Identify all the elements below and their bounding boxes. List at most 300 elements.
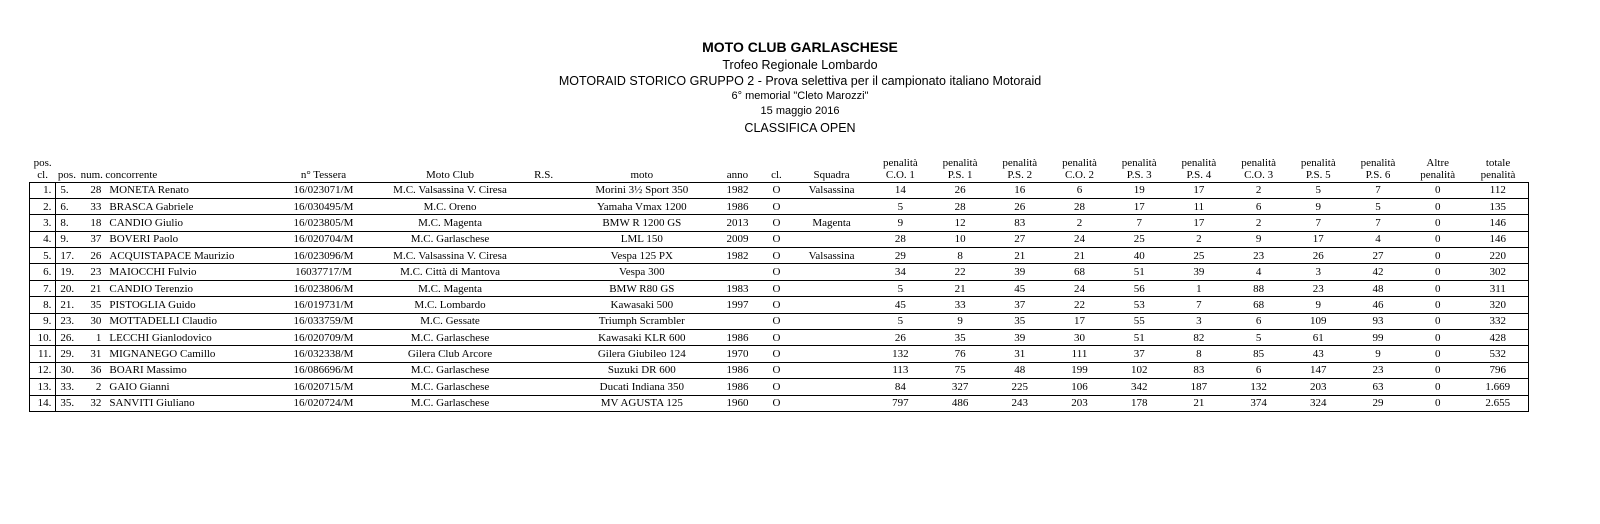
cell-rs bbox=[518, 280, 569, 296]
cell-co1: 26 bbox=[871, 330, 931, 346]
cell-squadra: Valsassina bbox=[793, 182, 871, 198]
cell-cl: O bbox=[760, 248, 792, 264]
cell-ps1: 22 bbox=[930, 264, 990, 280]
cell-pos-cl: 9. bbox=[30, 313, 56, 329]
cell-co1: 45 bbox=[871, 297, 931, 313]
cell-ps5: 147 bbox=[1288, 362, 1348, 378]
cell-ps1: 76 bbox=[930, 346, 990, 362]
cell-rs bbox=[518, 198, 569, 214]
cell-ps1: 26 bbox=[930, 182, 990, 198]
table-row bbox=[30, 362, 1529, 378]
cell-ps6: 93 bbox=[1348, 313, 1408, 329]
col-header-squadra: Squadra bbox=[813, 168, 850, 181]
cell-club: M.C. Garlaschese bbox=[382, 231, 519, 247]
cell-moto: Kawasaki KLR 600 bbox=[569, 330, 715, 346]
cell-squadra bbox=[793, 362, 871, 378]
cell-cl: O bbox=[760, 215, 792, 231]
cell-pos: 33. bbox=[56, 379, 78, 395]
cell-squadra: Valsassina bbox=[793, 248, 871, 264]
cell-co2: 22 bbox=[1050, 297, 1110, 313]
cell-moto: Suzuki DR 600 bbox=[569, 362, 715, 378]
cell-ps3: 342 bbox=[1109, 379, 1169, 395]
cell-co3: 374 bbox=[1250, 397, 1267, 410]
cell-anno: 1982 bbox=[715, 248, 761, 264]
table-row bbox=[30, 280, 1529, 296]
cell-ps4: 2 bbox=[1169, 231, 1229, 247]
cell-ps4: 83 bbox=[1169, 362, 1229, 378]
cell-club: M.C. Garlaschese bbox=[382, 330, 519, 346]
cell-squadra bbox=[793, 330, 871, 346]
cell-num: 18 bbox=[78, 215, 105, 231]
cell-altre: 0 bbox=[1408, 264, 1468, 280]
col-header-pos: pos. bbox=[57, 168, 76, 181]
cell-concorrente: LECCHI Gianlodovico bbox=[105, 330, 265, 346]
memorial-line: 6° memorial "Cleto Marozzi" bbox=[731, 90, 869, 102]
cell-club: M.C. Garlaschese bbox=[410, 397, 490, 410]
cell-ps1: 12 bbox=[930, 215, 990, 231]
cell-moto: BMW R 1200 GS bbox=[569, 215, 715, 231]
cell-club: M.C. Oreno bbox=[382, 198, 519, 214]
cell-rs bbox=[518, 248, 569, 264]
cell-altre: 0 bbox=[1408, 198, 1468, 214]
cell-ps6: 23 bbox=[1348, 362, 1408, 378]
cell-co3: 6 bbox=[1229, 313, 1289, 329]
cell-rs bbox=[518, 231, 569, 247]
cell-co2: 30 bbox=[1050, 330, 1110, 346]
cell-ps5: 203 bbox=[1288, 379, 1348, 395]
cell-rs bbox=[518, 297, 569, 313]
cell-co1: 113 bbox=[871, 362, 931, 378]
cell-ps6: 5 bbox=[1348, 198, 1408, 214]
cell-ps2: 225 bbox=[990, 379, 1050, 395]
cell-ps2: 83 bbox=[990, 215, 1050, 231]
col-header-ps2: penalità P.S. 2 bbox=[1002, 156, 1038, 181]
cell-ps2: 26 bbox=[990, 198, 1050, 214]
cell-pos: 5. bbox=[56, 182, 78, 198]
cell-totale: 146 bbox=[1468, 231, 1529, 247]
cell-cl: O bbox=[760, 379, 792, 395]
cell-ps6: 7 bbox=[1348, 182, 1408, 198]
cell-co1: 797 bbox=[892, 397, 909, 410]
cell-co2: 17 bbox=[1050, 313, 1110, 329]
col-header-club: Moto Club bbox=[426, 168, 475, 181]
cell-ps1: 35 bbox=[930, 330, 990, 346]
cell-pos: 29. bbox=[56, 346, 78, 362]
cell-co2: 6 bbox=[1050, 182, 1110, 198]
cell-ps1: 486 bbox=[951, 397, 969, 410]
document-header bbox=[0, 38, 1600, 137]
cell-totale: 796 bbox=[1468, 362, 1529, 378]
cell-cl: O bbox=[760, 297, 792, 313]
cell-co2: 24 bbox=[1050, 280, 1110, 296]
cell-co3: 23 bbox=[1229, 248, 1289, 264]
cell-co1: 34 bbox=[871, 264, 931, 280]
cell-rs bbox=[518, 313, 569, 329]
cell-pos-cl: 1. bbox=[30, 182, 56, 198]
cell-rs bbox=[518, 264, 569, 280]
cell-concorrente: ACQUISTAPACE Maurizio bbox=[105, 248, 265, 264]
cell-concorrente: CANDIO Terenzio bbox=[105, 280, 265, 296]
cell-pos: 19. bbox=[56, 264, 78, 280]
cell-ps2: 16 bbox=[990, 182, 1050, 198]
table-row bbox=[30, 297, 1529, 313]
cell-ps5: 9 bbox=[1288, 198, 1348, 214]
col-header-tessera: n° Tessera bbox=[300, 168, 347, 181]
cell-ps5: 5 bbox=[1288, 182, 1348, 198]
cell-concorrente: MONETA Renato bbox=[105, 182, 265, 198]
cell-cl: O bbox=[760, 231, 792, 247]
cell-ps3: 37 bbox=[1109, 346, 1169, 362]
cell-co1: 132 bbox=[871, 346, 931, 362]
cell-tessera: 16/023805/M bbox=[265, 215, 381, 231]
cell-concorrente: MAIOCCHI Fulvio bbox=[105, 264, 265, 280]
col-header-moto: moto bbox=[630, 168, 654, 181]
cell-moto: BMW R80 GS bbox=[569, 280, 715, 296]
cell-co3: 68 bbox=[1229, 297, 1289, 313]
cell-tessera: 16/023096/M bbox=[265, 248, 381, 264]
cell-cl: O bbox=[760, 198, 792, 214]
cell-num: 35 bbox=[78, 297, 105, 313]
cell-concorrente: CANDIO Giulio bbox=[105, 215, 265, 231]
col-header-rs: R.S. bbox=[534, 168, 554, 181]
event-title: MOTORAID STORICO GRUPPO 2 - Prova selettiva per il campionato italiano Motoraid bbox=[558, 74, 1042, 88]
cell-anno: 1986 bbox=[715, 362, 761, 378]
cell-ps2: 39 bbox=[990, 264, 1050, 280]
cell-co2: 28 bbox=[1050, 198, 1110, 214]
cell-ps4: 8 bbox=[1169, 346, 1229, 362]
cell-moto: Vespa 300 bbox=[569, 264, 715, 280]
table-row bbox=[30, 346, 1529, 362]
cell-co1: 5 bbox=[871, 280, 931, 296]
cell-pos-cl: 2. bbox=[30, 198, 56, 214]
cell-ps3: 19 bbox=[1109, 182, 1169, 198]
cell-concorrente: BOARI Massimo bbox=[105, 362, 265, 378]
table-row bbox=[30, 330, 1529, 346]
cell-pos-cl: 11. bbox=[30, 346, 56, 362]
cell-rs bbox=[518, 346, 569, 362]
results-table bbox=[29, 153, 1529, 412]
cell-anno: 1986 bbox=[715, 330, 761, 346]
cell-co2: 21 bbox=[1050, 248, 1110, 264]
cell-altre: 0 bbox=[1408, 297, 1468, 313]
cell-moto: Vespa 125 PX bbox=[569, 248, 715, 264]
cell-squadra bbox=[793, 395, 871, 411]
table-row bbox=[30, 231, 1529, 247]
col-header-altre: Altre penalità bbox=[1420, 156, 1456, 181]
cell-co2: 111 bbox=[1050, 346, 1110, 362]
cell-pos: 30. bbox=[56, 362, 78, 378]
cell-ps4: 187 bbox=[1169, 379, 1229, 395]
cell-moto: Triumph Scrambler bbox=[569, 313, 715, 329]
cell-cl: O bbox=[760, 330, 792, 346]
cell-altre: 0 bbox=[1408, 379, 1468, 395]
cell-moto: LML 150 bbox=[569, 231, 715, 247]
cell-pos: 17. bbox=[56, 248, 78, 264]
cell-co2: 203 bbox=[1071, 397, 1088, 410]
cell-ps5: 26 bbox=[1288, 248, 1348, 264]
col-header-ps5: penalità P.S. 5 bbox=[1300, 156, 1336, 181]
col-header-co3: penalità C.O. 3 bbox=[1241, 156, 1277, 181]
cell-altre: 0 bbox=[1408, 362, 1468, 378]
cell-moto: Ducati Indiana 350 bbox=[569, 379, 715, 395]
cell-pos-cl: 6. bbox=[30, 264, 56, 280]
cell-altre: 0 bbox=[1408, 313, 1468, 329]
cell-anno: 1997 bbox=[715, 297, 761, 313]
cell-altre: 0 bbox=[1408, 280, 1468, 296]
cell-ps3: 56 bbox=[1109, 280, 1169, 296]
cell-ps5: 7 bbox=[1288, 215, 1348, 231]
cell-pos: 8. bbox=[56, 215, 78, 231]
cell-club: M.C. Valsassina V. Ciresa bbox=[382, 248, 519, 264]
cell-ps5: 9 bbox=[1288, 297, 1348, 313]
col-header-co2: penalità C.O. 2 bbox=[1062, 156, 1097, 181]
cell-tessera: 16/032338/M bbox=[265, 346, 381, 362]
cell-pos-cl: 12. bbox=[30, 362, 56, 378]
cell-pos-cl: 8. bbox=[30, 297, 56, 313]
col-header-totale: totale penalità bbox=[1480, 156, 1516, 181]
cell-pos-cl: 10. bbox=[30, 330, 56, 346]
cell-tessera: 16/086696/M bbox=[265, 362, 381, 378]
cell-ps6: 48 bbox=[1348, 280, 1408, 296]
cell-num: 36 bbox=[78, 362, 105, 378]
cell-pos: 35. bbox=[60, 397, 75, 410]
col-header-num: num. bbox=[80, 168, 103, 181]
cell-altre: 0 bbox=[1408, 182, 1468, 198]
cell-anno bbox=[715, 313, 761, 329]
cell-ps5: 17 bbox=[1288, 231, 1348, 247]
cell-anno: 1983 bbox=[715, 280, 761, 296]
cell-ps1: 8 bbox=[930, 248, 990, 264]
cell-pos-cl: 13. bbox=[30, 379, 56, 395]
cell-squadra bbox=[793, 379, 871, 395]
cell-ps2: 31 bbox=[990, 346, 1050, 362]
cell-tessera: 16/023806/M bbox=[265, 280, 381, 296]
cell-num: 31 bbox=[78, 346, 105, 362]
cell-co1: 29 bbox=[871, 248, 931, 264]
cell-concorrente: GAIO Gianni bbox=[105, 379, 265, 395]
cell-tessera: 16037717/M bbox=[265, 264, 381, 280]
cell-anno bbox=[715, 264, 761, 280]
cell-moto: Gilera Giubileo 124 bbox=[569, 346, 715, 362]
cell-co3: 88 bbox=[1229, 280, 1289, 296]
cell-club: M.C. Garlaschese bbox=[382, 379, 519, 395]
cell-squadra: Magenta bbox=[793, 215, 871, 231]
cell-altre: 0 bbox=[1434, 397, 1441, 410]
cell-cl: O bbox=[772, 397, 781, 410]
cell-tessera: 16/020704/M bbox=[265, 231, 381, 247]
table-header-row bbox=[30, 153, 1529, 182]
cell-co3: 5 bbox=[1229, 330, 1289, 346]
cell-totale: 146 bbox=[1468, 215, 1529, 231]
table-row bbox=[30, 215, 1529, 231]
cell-concorrente: SANVITI Giuliano bbox=[109, 397, 195, 410]
cell-ps4: 17 bbox=[1169, 215, 1229, 231]
classification-title: CLASSIFICA OPEN bbox=[744, 121, 856, 135]
cell-cl: O bbox=[760, 362, 792, 378]
cell-ps1: 10 bbox=[930, 231, 990, 247]
cell-cl: O bbox=[760, 264, 792, 280]
cell-co3: 6 bbox=[1229, 198, 1289, 214]
cell-concorrente: MOTTADELLI Claudio bbox=[105, 313, 265, 329]
cell-moto: MV AGUSTA 125 bbox=[600, 397, 683, 410]
cell-cl: O bbox=[760, 280, 792, 296]
col-header-co1: penalità C.O. 1 bbox=[882, 156, 918, 181]
cell-co3: 2 bbox=[1229, 182, 1289, 198]
cell-club: M.C. Magenta bbox=[382, 280, 519, 296]
cell-totale: 1.669 bbox=[1468, 379, 1529, 395]
cell-num: 33 bbox=[78, 198, 105, 214]
cell-co3: 2 bbox=[1229, 215, 1289, 231]
cell-altre: 0 bbox=[1408, 346, 1468, 362]
cell-concorrente: BRASCA Gabriele bbox=[105, 198, 265, 214]
cell-pos: 26. bbox=[56, 330, 78, 346]
cell-ps1: 9 bbox=[930, 313, 990, 329]
cell-ps6: 46 bbox=[1348, 297, 1408, 313]
table-row bbox=[30, 313, 1529, 329]
cell-ps6: 4 bbox=[1348, 231, 1408, 247]
cell-num: 32 bbox=[90, 397, 102, 410]
cell-anno: 2013 bbox=[715, 215, 761, 231]
cell-ps5: 109 bbox=[1288, 313, 1348, 329]
cell-ps2: 27 bbox=[990, 231, 1050, 247]
cell-anno: 2009 bbox=[715, 231, 761, 247]
cell-ps6: 7 bbox=[1348, 215, 1408, 231]
cell-ps1: 28 bbox=[930, 198, 990, 214]
cell-club: M.C. Gessate bbox=[382, 313, 519, 329]
cell-concorrente: PISTOGLIA Guido bbox=[105, 297, 265, 313]
cell-anno: 1986 bbox=[715, 379, 761, 395]
cell-moto: Yamaha Vmax 1200 bbox=[569, 198, 715, 214]
cell-tessera: 16/020715/M bbox=[265, 379, 381, 395]
col-header-ps6: penalità P.S. 6 bbox=[1360, 156, 1396, 181]
cell-moto: Kawasaki 500 bbox=[569, 297, 715, 313]
cell-ps4: 25 bbox=[1169, 248, 1229, 264]
cell-ps4: 1 bbox=[1169, 280, 1229, 296]
cell-ps3: 178 bbox=[1130, 397, 1148, 410]
cell-ps6: 42 bbox=[1348, 264, 1408, 280]
results-body bbox=[30, 182, 1529, 411]
club-title: MOTO CLUB GARLASCHESE bbox=[702, 39, 898, 55]
cell-club: M.C. Garlaschese bbox=[382, 362, 519, 378]
cell-ps2: 243 bbox=[1011, 397, 1029, 410]
cell-ps2: 35 bbox=[990, 313, 1050, 329]
cell-ps2: 37 bbox=[990, 297, 1050, 313]
cell-squadra bbox=[793, 346, 871, 362]
cell-cl: O bbox=[760, 313, 792, 329]
cell-num: 1 bbox=[78, 330, 105, 346]
cell-ps4: 11 bbox=[1169, 198, 1229, 214]
cell-co1: 84 bbox=[871, 379, 931, 395]
cell-ps1: 21 bbox=[930, 280, 990, 296]
cell-concorrente: MIGNANEGO Camillo bbox=[105, 346, 265, 362]
cell-anno: 1986 bbox=[715, 198, 761, 214]
cell-rs bbox=[518, 362, 569, 378]
cell-cl: O bbox=[760, 346, 792, 362]
cell-num: 26 bbox=[78, 248, 105, 264]
cell-squadra bbox=[793, 198, 871, 214]
cell-ps6: 29 bbox=[1372, 397, 1384, 410]
cell-ps5: 61 bbox=[1288, 330, 1348, 346]
cell-ps3: 7 bbox=[1109, 215, 1169, 231]
cell-rs bbox=[518, 215, 569, 231]
cell-num: 21 bbox=[78, 280, 105, 296]
cell-pos: 6. bbox=[56, 198, 78, 214]
cell-ps2: 48 bbox=[990, 362, 1050, 378]
cell-ps6: 99 bbox=[1348, 330, 1408, 346]
cell-pos: 20. bbox=[56, 280, 78, 296]
cell-ps1: 75 bbox=[930, 362, 990, 378]
cell-club: M.C. Lombardo bbox=[382, 297, 519, 313]
cell-altre: 0 bbox=[1408, 330, 1468, 346]
table-row bbox=[30, 379, 1529, 395]
cell-ps2: 45 bbox=[990, 280, 1050, 296]
cell-totale: 112 bbox=[1468, 182, 1529, 198]
cell-ps4: 7 bbox=[1169, 297, 1229, 313]
cell-co3: 4 bbox=[1229, 264, 1289, 280]
cell-ps2: 21 bbox=[990, 248, 1050, 264]
cell-tessera: 16/023071/M bbox=[265, 182, 381, 198]
cell-pos-cl: 14. bbox=[30, 395, 56, 411]
cell-club: M.C. Valsassina V. Ciresa bbox=[382, 182, 519, 198]
cell-rs bbox=[518, 379, 569, 395]
table-row bbox=[30, 395, 1529, 411]
table-row bbox=[30, 248, 1529, 264]
table-row bbox=[30, 264, 1529, 280]
event-date: 15 maggio 2016 bbox=[760, 105, 840, 117]
col-header-anno: anno bbox=[726, 168, 749, 181]
cell-tessera: 16/020724/M bbox=[293, 397, 354, 410]
cell-pos: 9. bbox=[56, 231, 78, 247]
cell-pos-cl: 4. bbox=[30, 231, 56, 247]
cell-squadra bbox=[793, 231, 871, 247]
cell-ps6: 9 bbox=[1348, 346, 1408, 362]
cell-concorrente: BOVERI Paolo bbox=[105, 231, 265, 247]
cell-co2: 106 bbox=[1050, 379, 1110, 395]
cell-totale: 2.655 bbox=[1485, 397, 1511, 410]
cell-ps4: 82 bbox=[1169, 330, 1229, 346]
cell-pos: 23. bbox=[56, 313, 78, 329]
cell-totale: 332 bbox=[1468, 313, 1529, 329]
col-header-ps1: penalità P.S. 1 bbox=[942, 156, 978, 181]
cell-co1: 14 bbox=[871, 182, 931, 198]
cell-co1: 5 bbox=[871, 198, 931, 214]
cell-ps3: 25 bbox=[1109, 231, 1169, 247]
results-table-wrapper bbox=[29, 153, 1529, 412]
trophy-subtitle: Trofeo Regionale Lombardo bbox=[722, 58, 878, 72]
cell-num: 28 bbox=[78, 182, 105, 198]
cell-co3: 85 bbox=[1229, 346, 1289, 362]
cell-totale: 311 bbox=[1468, 280, 1529, 296]
cell-squadra bbox=[793, 297, 871, 313]
cell-ps4: 3 bbox=[1169, 313, 1229, 329]
cell-ps3: 55 bbox=[1109, 313, 1169, 329]
cell-ps3: 53 bbox=[1109, 297, 1169, 313]
col-header-concorrente: concorrente bbox=[105, 168, 158, 181]
table-row bbox=[30, 198, 1529, 214]
cell-club: Gilera Club Arcore bbox=[382, 346, 519, 362]
cell-ps3: 51 bbox=[1109, 330, 1169, 346]
cell-pos-cl: 3. bbox=[30, 215, 56, 231]
cell-rs bbox=[518, 330, 569, 346]
cell-co3: 132 bbox=[1229, 379, 1289, 395]
cell-ps5: 324 bbox=[1310, 397, 1327, 410]
cell-altre: 0 bbox=[1408, 231, 1468, 247]
cell-totale: 135 bbox=[1468, 198, 1529, 214]
cell-ps5: 3 bbox=[1288, 264, 1348, 280]
cell-ps5: 43 bbox=[1288, 346, 1348, 362]
cell-pos-cl: 7. bbox=[30, 280, 56, 296]
cell-tessera: 16/019731/M bbox=[265, 297, 381, 313]
